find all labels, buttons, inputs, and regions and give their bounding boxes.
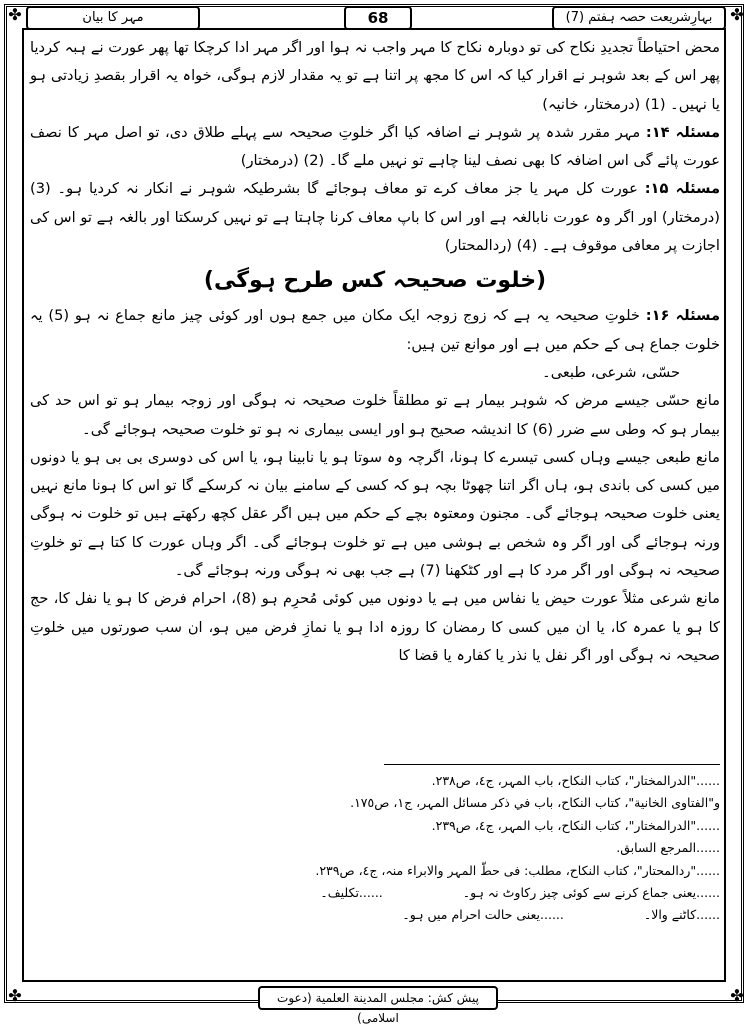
footnote: ......المرجع السابق. bbox=[616, 840, 720, 856]
paragraph: مانع حسّی جیسے مرض کہ شوہر بیمار ہے تو مطلقاً خلوت صحیحہ نہ ہوگی اور زوجہ بیمار ہو تو اس حد کی بیمار ہو کہ وطی سے ضرر (6) کا اندیشہ صحیح ہو اور ایسی بیماری نہ ہو تو خلوت صحیحہ ہوجائے گی۔ bbox=[30, 392, 720, 438]
footnote: ......"الدرالمختار"، کتاب النکاح، باب المہر، ج٤، ص٢٣٨. bbox=[431, 773, 720, 788]
list-line: حسّی، شرعی، طبعی۔ bbox=[542, 363, 680, 381]
footnote-row bbox=[30, 882, 720, 904]
paragraph: مانع شرعی مثلاً عورت حیض یا نفاس میں ہے یا دونوں میں کوئی مُحرِم ہو (8)، احرام فرض کا ہو یا نفل کا، حج کا ہو یا عمرہ کا، یا ان میں کسی کا رمضان کا روزہ ادا ہو یا نمازِ فرض میں ہو، ان سب صورتوں میں خلوتِ صحیحہ نہ ہوگی اور اگر نفل یا نذر یا کفارہ یا قضا کا bbox=[30, 590, 720, 664]
corner-ornament-icon: ✤ bbox=[730, 986, 744, 1005]
paragraph: محض احتیاطاً تجدیدِ نکاح کی تو دوبارہ نکاح کا مہر واجب نہ ہوا اور اگر مہر ادا کرچکا تھا پھر عورت نے ہبہ کردیا پھر اس کے بعد شوہر نے اقرار کیا کہ اس کا مجھ پر اتنا ہے تو یہ مقدار لازم ہوگی، خواہ یہ اقرار بقصدِ زیادتی ہو یا نہیں۔ (1) (درمختار، خانیہ) bbox=[30, 39, 720, 113]
masala-15: مسئلہ ۱۵: عورت کل مہر یا جز معاف کرے تو معاف ہوجائے گا بشرطیکہ شوہر نے انکار نہ کردیا ہو۔ (3) (درمختار) اور اگر وہ عورت نابالغہ ہے اور اس کا باپ معاف کرنا چاہتا ہے تو نہیں کرسکتا اور بالغہ ہے تو اس کی اجازت پر معافی موقوف ہے۔ (4) (ردالمحتار) bbox=[30, 180, 720, 255]
footnote: ......کاٹنے والا۔ bbox=[643, 907, 720, 923]
corner-ornament-icon: ✤ bbox=[8, 986, 22, 1005]
footnote-divider bbox=[384, 764, 720, 765]
section-title: مہر کا بیان bbox=[26, 6, 200, 30]
footnotes bbox=[30, 770, 720, 927]
paragraph: مانع طبعی جیسے وہاں کسی تیسرے کا ہونا، اگرچہ وہ سوتا ہو یا نابینا ہو، یا اس کی دوسری بی بی ہو یا دونوں میں کسی کی باندی ہو، ہاں اگر اتنا چھوٹا بچہ ہو کہ کسی کے سامنے بیان نہ کرسکے گا تو اس کا ہونا مانع نہیں یعنی خلوت صحیحہ ہوجائے گی۔ مجنون ومعتوہ بچے کے حکم میں ہیں اگر عقل کچھ رکھتے ہیں تو خلوت نہ ہوگی ورنہ ہوجائے گی اور اگر وہ شخص بے ہوشی میں ہے تو خلوت ہوجائے گی۔ اگر وہاں عورت کا کتا ہے تو خلوتِ صحیحہ نہ ہوگی اور اگر مرد کا ہے اور کٹکھنا (7) ہے جب بھی نہ ہوگی ورنہ ہوجائے گی۔ bbox=[30, 448, 720, 580]
masala-label: مسئلہ ۱۶: bbox=[645, 307, 720, 325]
masala-label: مسئلہ ۱۴: bbox=[645, 123, 721, 141]
footnote: ......تکلیف۔ bbox=[320, 885, 383, 901]
footnote-row bbox=[30, 904, 720, 926]
footnote: ......یعنی جماع کرنے سے کوئی چیز رکاوٹ نہ ہو۔ bbox=[462, 885, 720, 901]
corner-ornament-icon: ✤ bbox=[8, 5, 22, 24]
masala-14: مسئلہ ۱۴: مہر مقرر شدہ پر شوہر نے اضافہ کیا اگر خلوتِ صحیحہ سے پہلے طلاق دی، تو اصل مہر کا نصف عورت پائے گی اس اضافہ کا بھی نصف لینا چاہے تو نہیں ملے گا۔ (2) (درمختار) bbox=[30, 123, 721, 170]
masala-label: مسئلہ ۱۵: bbox=[644, 180, 720, 198]
book-title: بہارِشریعت حصہ ہفتم (7) bbox=[552, 6, 726, 30]
section-heading: (خلوت صحیحہ کس طرح ہوگی) bbox=[203, 268, 547, 294]
masala-16: مسئلہ ۱۶: خلوتِ صحیحہ یہ ہے کہ زوج زوجہ ایک مکان میں جمع ہوں اور کوئی چیز مانع جماع نہ ہو (5) یہ خلوت جماع ہی کے حکم میں ہے اور موانع تین ہیں: bbox=[30, 307, 720, 353]
page-footer bbox=[0, 982, 752, 1025]
page-header bbox=[26, 6, 726, 28]
corner-ornament-icon: ✤ bbox=[730, 5, 744, 24]
footnote: ......"ردالمحتار"، کتاب النکاح، مطلب: فی حطّ المہر والابراء منہ، ج٤، ص٢٣٩. bbox=[315, 862, 720, 878]
footnote: ......"الدرالمختار"، کتاب النکاح، باب المہر، ج٤، ص٢٣٩. bbox=[431, 817, 720, 833]
publisher-credit: پیش کش: مجلس المدینة العلمیة (دعوت اسلامی) bbox=[258, 986, 498, 1010]
footnote: و"الفتاوی الخانیة"، کتاب النکاح، باب في ذکر مسائل المہر، ج١، ص١٧٥. bbox=[350, 795, 720, 811]
page-number: 68 bbox=[344, 6, 412, 30]
footnote: ......یعنی حالت احرام میں ہو۔ bbox=[402, 907, 564, 923]
page-body bbox=[30, 34, 720, 670]
